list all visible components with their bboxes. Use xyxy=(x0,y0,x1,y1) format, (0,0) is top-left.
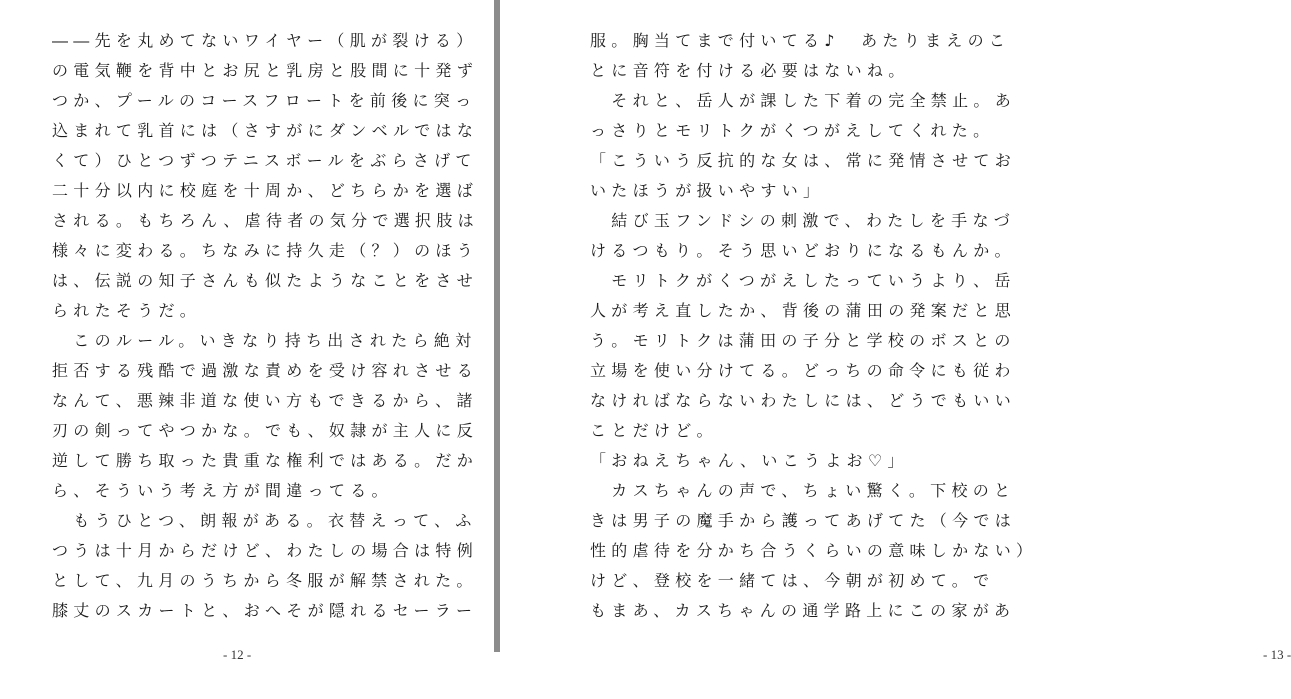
text-line: きは男子の魔手から護ってあげてた（今では xyxy=(590,511,1017,530)
text-line: 「おねえちゃん、いこうよお♡」 xyxy=(590,451,909,470)
text-line: は、伝説の知子さんも似たようなことをさせ xyxy=(52,271,479,290)
text-line: 刃の剣ってやつかな。でも、奴隷が主人に反 xyxy=(52,421,479,440)
page-divider-gap xyxy=(494,652,500,699)
page-divider xyxy=(494,0,500,652)
text-line: される。もちろん、虐待者の気分で選択肢は xyxy=(52,211,479,230)
text-line: もうひとつ、朗報がある。衣替えって、ふ xyxy=(52,511,477,530)
text-line: 性的虐待を分かち合うくらいの意味しかない） xyxy=(590,541,1038,560)
text-line: っさりとモリトクがくつがえしてくれた。 xyxy=(590,121,995,140)
left-page-body xyxy=(52,26,479,626)
text-line: けるつもり。そう思いどおりになるもんか。 xyxy=(590,241,1016,260)
text-line: つか、プールのコースフロートを前後に突っ xyxy=(52,91,477,110)
text-line: ことだけど。 xyxy=(590,421,718,440)
text-line: 服。胸当てまで付いてる♪ あたりまえのこ xyxy=(590,31,1011,50)
text-line: なんて、悪辣非道な使い方もできるから、諸 xyxy=(52,391,478,410)
text-line: くて）ひとつずつテニスボールをぶらさげて xyxy=(52,151,477,170)
right-page-body xyxy=(590,26,1037,626)
text-line: 逆して勝ち取った貴重な権利ではある。だか xyxy=(52,451,479,470)
page-number: - 13 - xyxy=(1263,647,1291,662)
text-line: なければならないわたしには、どうでもいい xyxy=(590,391,1017,410)
text-line: 込まれて乳首には（さすがにダンベルではな xyxy=(52,121,479,140)
text-line: られたそうだ。 xyxy=(52,301,202,320)
text-line: 膝丈のスカートと、おへそが隠れるセーラー xyxy=(52,601,478,620)
text-line: このルール。いきなり持ち出されたら絶対 xyxy=(52,331,477,350)
text-line: けど、登校を一緒ては、今朝が初めて。で xyxy=(590,571,995,590)
text-line: いたほうが扱いやすい」 xyxy=(590,181,825,200)
text-line: の電気鞭を背中とお尻と乳房と股間に十発ず xyxy=(52,61,479,80)
text-line: として、九月のうちから冬服が解禁された。 xyxy=(52,571,478,590)
text-line: う。モリトクは蒲田の子分と学校のボスとの xyxy=(590,331,1016,350)
left-page xyxy=(0,0,494,699)
text-line: ら、そういう考え方が間違ってる。 xyxy=(52,481,393,500)
text-line: ――先を丸めてないワイヤー（肌が裂ける） xyxy=(52,31,478,50)
text-line: 「こういう反抗的な女は、常に発情させてお xyxy=(590,151,1017,170)
text-line: 人が考え直したか、背後の蒲田の発案だと思 xyxy=(590,301,1017,320)
text-line: 二十分以内に校庭を十周か、どちらかを選ば xyxy=(52,181,479,200)
text-line: 様々に変わる。ちなみに持久走（？）のほう xyxy=(52,241,479,260)
text-line: 拒否する残酷で過激な責めを受け容れさせる xyxy=(52,361,479,380)
text-line: 立場を使い分けてる。どっちの命令にも従わ xyxy=(590,361,1016,380)
text-line: とに音符を付ける必要はないね。 xyxy=(590,61,910,80)
text-line: つうは十月からだけど、わたしの場合は特例 xyxy=(52,541,479,560)
text-line: カスちゃんの声で、ちょい驚く。下校のと xyxy=(590,481,1016,500)
text-line: 結び玉フンドシの刺激で、わたしを手なづ xyxy=(590,211,1016,230)
page-number: - 12 - xyxy=(223,647,252,662)
text-line: もまあ、カスちゃんの通学路上にこの家があ xyxy=(590,601,1016,620)
text-line: モリトクがくつがえしたっていうより、岳 xyxy=(590,271,1016,290)
text-line: それと、岳人が課した下着の完全禁止。あ xyxy=(590,91,1017,110)
